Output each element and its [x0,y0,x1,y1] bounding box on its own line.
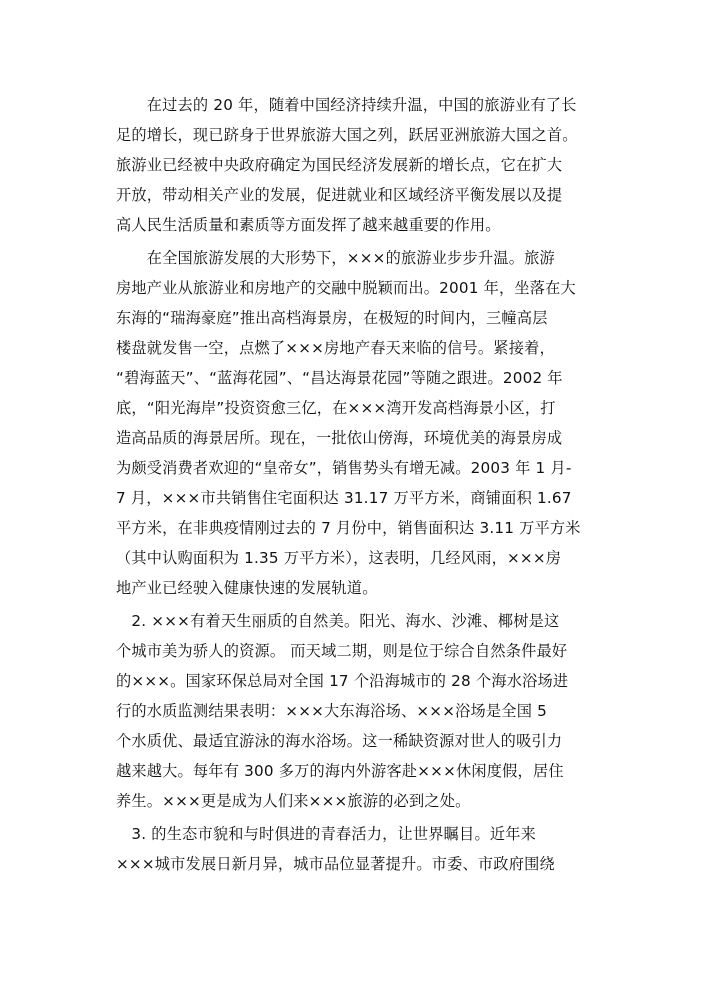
text-line: 个城市美为骄人的资源。 而天域二期，则是位于综合自然条件最好 [116,642,568,660]
text-line: 开放，带动相关产业的发展，促进就业和区域经济平衡发展以及提 [116,186,563,204]
text-line: 养生。×××更是成为人们来×××旅游的必到之处。 [116,792,471,810]
text-line: 行的水质监测结果表明：×××大东海浴场、×××浴场是全国 5 [116,702,547,720]
text-line: 足的增长，现已跻身于世界旅游大国之列，跃居亚洲旅游大国之首。 [116,126,578,144]
text-line: 3. 的生态市貌和与时俱进的青春活力，让世界瞩目。近年来 [116,825,536,843]
text-line: “碧海蓝天”、“蓝海花园”、“昌达海景花园”等随之跟进。2002 年 [116,369,563,387]
text-line: 平方米，在非典疫情刚过去的 7 月份中，销售面积达 3.11 万平方米 [116,519,581,537]
text-line: 底，“阳光海岸”投资资愈三亿，在×××湾开发高档海景小区，打 [116,399,556,417]
text-line: 2. ×××有着天生丽质的自然美。阳光、海水、沙滩、椰树是这 [116,612,560,630]
text-line: 在过去的 20 年，随着中国经济持续升温，中国的旅游业有了长 [116,96,577,114]
text-line: 造高品质的海景居所。现在，一批依山傍海，环境优美的海景房成 [116,429,563,447]
text-line: ×××城市发展日新月异，城市品位显著提升。市委、市政府围绕 [116,855,555,873]
text-line: 房地产业从旅游业和房地产的交融中脱颖而出。2001 年，坐落在大 [116,279,576,297]
text-line: 地产业已经驶入健康快速的发展轨道。 [116,579,378,597]
text-line: （其中认购面积为 1.35 万平方米），这表明，几经风雨，×××房 [116,549,562,567]
text-line: 为颇受消费者欢迎的“皇帝女”，销售势头有增无减。2003 年 1 月- [116,459,572,477]
text-line: 旅游业已经被中央政府确定为国民经济发展新的增长点，它在扩大 [116,156,563,174]
text-line: 东海的“瑞海豪庭”推出高档海景房，在极短的时间内，三幢高层 [116,309,548,327]
text-line: 楼盘就发售一空，点燃了×××房地产春天来临的信号。紧接着， [116,339,555,357]
text-line: 高人民生活质量和素质等方面发挥了越来越重要的作用。 [116,216,501,234]
text-line: 7 月，×××市共销售住宅面积达 31.17 万平方米，商铺面积 1.67 [116,489,572,507]
text-line: 越来越大。每年有 300 多万的海内外游客赴×××休闲度假，居住 [116,762,564,780]
text-line: 在全国旅游发展的大形势下，×××的旅游业步步升温。旅游 [116,249,555,267]
text-line: 个水质优、最适宜游泳的海水浴场。这一稀缺资源对世人的吸引力 [116,732,563,750]
text-line: 的×××。国家环保总局对全国 17 个沿海城市的 28 个海水浴场进 [116,672,569,690]
